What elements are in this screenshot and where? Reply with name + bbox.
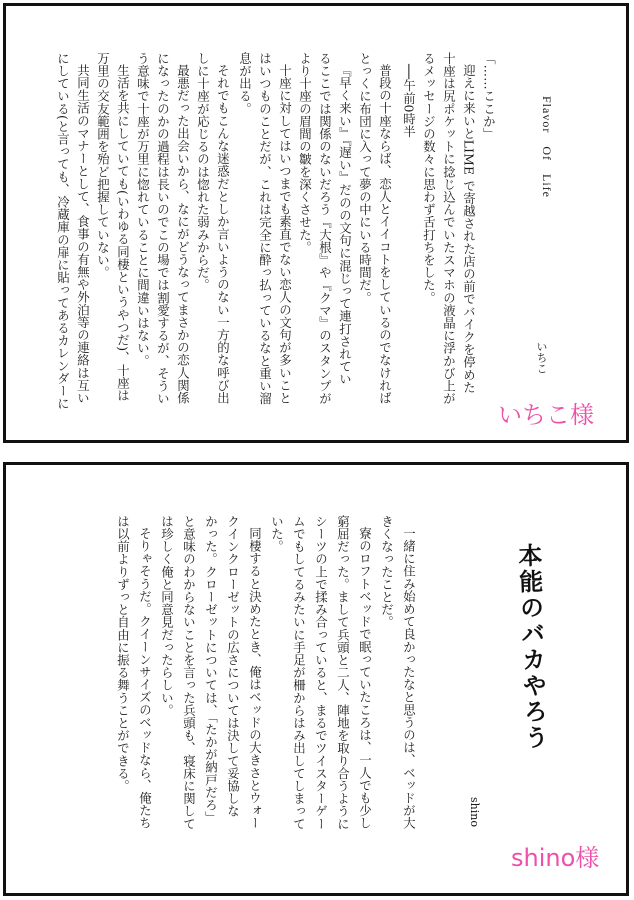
text-column: はいつものことだが、これは完全に酔っ払っているなと重い溜 — [257, 52, 273, 405]
text-column: 万里の交友範囲を殆ど把握していない。 — [95, 52, 111, 279]
text-column: 最悪だった出会いから、なにがどうなってまさかの恋人関係 — [175, 64, 191, 405]
text-column: と意味のわからないことを言った兵頭も、寝床に関して — [181, 515, 197, 830]
bottom-page-panel — [3, 462, 629, 896]
story-author: shino — [468, 797, 481, 827]
story-title-logo: 本能のバカやろう — [513, 542, 549, 752]
text-column: とっくに布団に入って夢の中にいる時間だ。 — [357, 52, 373, 304]
text-column: 寮のロフトベッドで眠っていたころは、一人でも少し — [357, 527, 373, 830]
text-column: 普段の十座ならば、恋人とイイコトをしているのでなければ — [377, 64, 393, 405]
text-column: 共同生活のマナーとして、食事の有無や外泊等の連絡は互い — [75, 64, 91, 405]
text-column: るここでは関係のないだろう『大根』や『クマ』のスタンプが — [317, 52, 333, 405]
author-credit: いちこ様 — [498, 401, 594, 429]
text-column: ムでもしてるみたいに手足が柵からはみ出してしまって — [291, 515, 307, 830]
text-column: 十座に対してはいつまでも素直でない恋人の文句が多いこと — [277, 64, 293, 405]
text-column: 「……ここか」 — [481, 52, 497, 141]
text-column: かった。クローゼットについては、「たかが納戸だろ」 — [203, 515, 219, 824]
text-column: 十座は尻ポケットに捻じ込んでいたスマホの液晶に浮かび上が — [441, 52, 457, 405]
text-column: になったのかの過程は長いのでこの場では割愛するが、そうい — [155, 52, 171, 405]
story-author: いちこ — [535, 341, 548, 374]
text-column: それでもこんな迷惑だとしか言いようのない一方的な呼び出 — [215, 64, 231, 405]
text-column: 迎えに来いとLIME で寄越された店の前でバイクを停めた — [461, 64, 477, 394]
text-column: は以前よりずっと自由に振る舞うことができる。 — [115, 515, 131, 793]
text-column: るメッセージの数々に思わず舌打ちをした。 — [421, 52, 437, 304]
text-column: にしている(と言っても、冷蔵庫の扉に貼ってあるカレンダーに — [55, 52, 71, 410]
text-column: クインクローゼットの広さについては決して妥協しな — [225, 515, 241, 818]
text-column: より十座の眉間の皺を深くさせた。 — [297, 52, 313, 254]
story-title: Flavor Of Life — [540, 96, 554, 198]
text-column: う意味で十座が万里に惚れていることに間違いはない。 — [135, 52, 151, 367]
text-column: 窮屈だった。まして兵頭と二人、陣地を取り合うように — [335, 515, 351, 830]
text-column: は珍しく俺と同意見だったらしい。 — [159, 515, 175, 717]
text-column: 生活を共にしていても(いわゆる同棲というやつだ)、十座は — [115, 64, 131, 402]
author-credit: shino様 — [511, 844, 600, 872]
text-column: 同棲すると決めたとき、俺はベッドの大きさとウォー — [247, 527, 263, 830]
text-column: シーツの上で揉み合っていると、まるでツイスターゲー — [313, 515, 329, 830]
text-column: きくなったことだ。 — [379, 515, 395, 629]
text-column: いた。 — [269, 515, 285, 553]
top-page-panel — [3, 3, 629, 443]
text-column: ──午前0時半 — [401, 64, 417, 138]
text-column: 一緒に住み始めて良かったなと思うのは、ベッドが大 — [401, 527, 417, 830]
text-column: 息が出る。 — [237, 52, 253, 115]
text-column: そりゃそうだ。クイーンサイズのベッドなら、俺たち — [137, 527, 153, 830]
text-column: 『早く来い』『遅い』だのの文句に混じって連打されてい — [337, 64, 353, 386]
text-column: しに十座が応じるのは惚れた弱みからだ。 — [195, 52, 211, 292]
